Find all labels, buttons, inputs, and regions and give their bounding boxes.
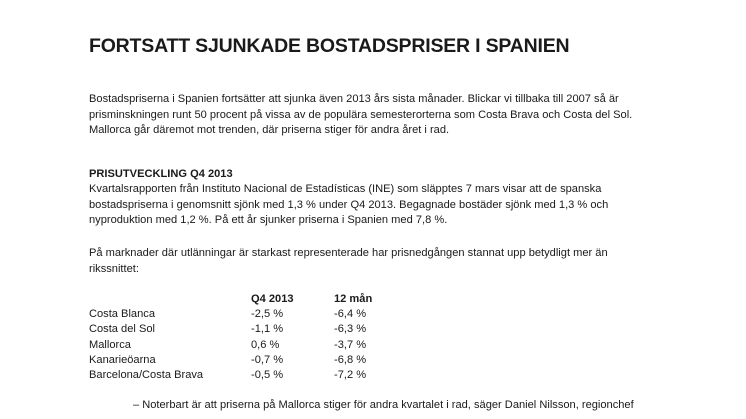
q4-cell: -1,1 % [251,323,284,336]
q4-cell: -2,5 % [251,308,284,321]
q4-cell: 0,6 % [251,338,280,351]
table-header-cell [89,292,251,307]
q4-cell: -0,5 % [251,369,284,382]
quote-line: – Noterbart är att priserna på Mallorca stiger för andra kvartalet i rad, säger Daniel Nilsson, regionchef [133,399,634,411]
region-cell: Barcelona/Costa Brava [89,369,204,382]
table-header-cell: 12 mån [334,293,373,305]
intro-paragraph [89,92,689,139]
table-row [89,338,414,353]
twelve-month-cell: -6,8 % [334,353,367,366]
region-cell: Costa del Sol [89,323,155,336]
table-header-cell: Q4 2013 [251,293,294,305]
table-header-row [89,292,414,307]
section-heading: PRISUTVECKLING Q4 2013 [89,168,233,180]
table-row [89,322,414,337]
table-row [89,368,414,383]
market-paragraph [89,246,689,277]
twelve-month-cell: -6,3 % [334,323,367,336]
region-cell: Mallorca [89,338,131,351]
table-row [89,353,414,368]
table-row [89,307,414,322]
twelve-month-cell: -6,4 % [334,308,367,321]
quote-paragraph [133,398,634,414]
intro-line: Mallorca går däremot mot trenden, där priserna stiger för andra året i rad. [89,124,450,137]
region-cell: Kanarieöarna [89,353,156,366]
intro-line: Bostadspriserna i Spanien fortsätter att sjunka även 2013 års sista månader. Blickar vi tillbaka till 2007 så är [89,93,619,105]
q4-cell: -0,7 % [251,353,284,366]
section-paragraph [89,182,689,229]
page-title: FORTSATT SJUNKADE BOSTADSPRISER I SPANIEN [89,35,570,57]
twelve-month-cell: -7,2 % [334,369,367,382]
region-cell: Costa Blanca [89,308,155,321]
market-line: rikssnittet: [89,262,139,275]
intro-line: prisminskningen runt 50 procent på vissa av de populära semesterorterna som Costa Brava och Costa del Sol. [89,108,633,121]
market-line: På marknader där utlänningar är starkast representerade har prisnedgången stannat upp betydligt mer än [89,247,608,259]
section-line: nyproduktion med 1,2 %. På ett år sjunker priserna i Spanien med 7,8 %. [89,214,448,227]
twelve-month-cell: -3,7 % [334,338,367,351]
price-table [89,292,414,383]
section-line: Kvartalsrapporten från Instituto Nacional de Estadísticas (INE) som släpptes 7 mars visar att de spanska [89,183,602,195]
section-line: bostadspriserna i genomsnitt sjönk med 1,3 % under Q4 2013. Begagnade bostäder sjönk med 1,3 % och [89,198,609,211]
